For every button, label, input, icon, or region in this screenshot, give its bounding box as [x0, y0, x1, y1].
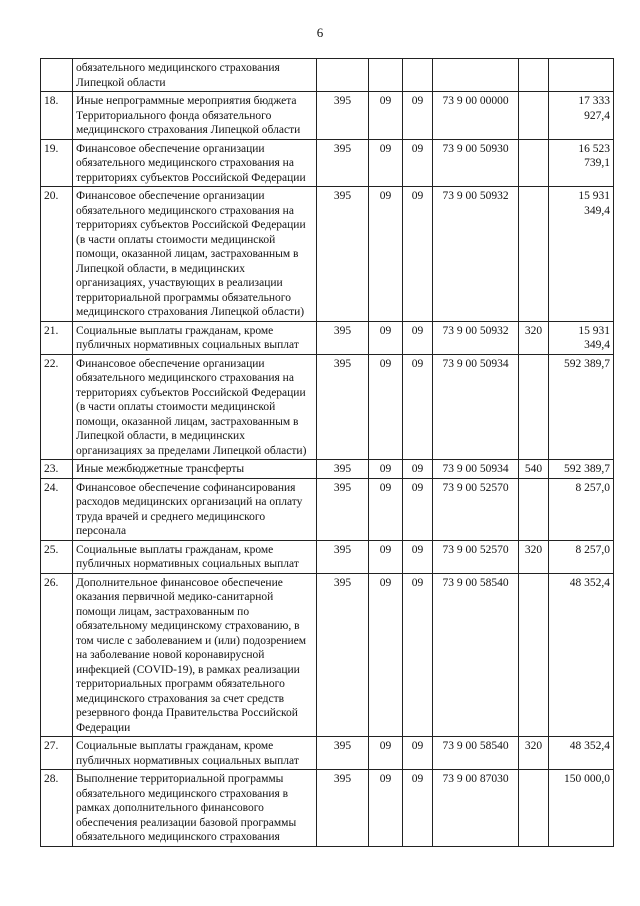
- expense-name-cell: Социальные выплаты гражданам, кроме публичных нормативных социальных выплат: [73, 321, 317, 354]
- subsection-code-cell: 09: [403, 92, 433, 140]
- expense-name-cell: Финансовое обеспечение софинансирования расходов медицинских организаций на оплату труда врачей и среднего медицинского персонала: [73, 478, 317, 540]
- expense-type-code-cell: [519, 139, 549, 187]
- target-article-code-cell: 73 9 00 58540: [433, 737, 519, 770]
- table-row: [41, 770, 614, 847]
- subsection-code-cell: 09: [403, 321, 433, 354]
- table-row: [41, 92, 614, 140]
- subsection-code-cell: 09: [403, 478, 433, 540]
- table-row: [41, 139, 614, 187]
- amount-cell: 15 931 349,4: [549, 321, 614, 354]
- ministry-code-cell: 395: [317, 770, 369, 847]
- section-code-cell: 09: [369, 737, 403, 770]
- expense-name-cell: Выполнение территориальной программы обязательного медицинского страхования в рамках дополнительного финансового обеспечения реализации базовой программы обязательного медицинского страхования: [73, 770, 317, 847]
- expense-name-cell: Социальные выплаты гражданам, кроме публичных нормативных социальных выплат: [73, 737, 317, 770]
- expense-type-code-cell: [519, 354, 549, 460]
- amount-cell: [549, 59, 614, 92]
- section-code-cell: 09: [369, 321, 403, 354]
- row-number-cell: 19.: [41, 139, 73, 187]
- table-row: [41, 478, 614, 540]
- ministry-code-cell: 395: [317, 737, 369, 770]
- row-number-cell: 25.: [41, 540, 73, 573]
- target-article-code-cell: 73 9 00 00000: [433, 92, 519, 140]
- expense-name-cell: Иные межбюджетные трансферты: [73, 460, 317, 479]
- ministry-code-cell: 395: [317, 573, 369, 737]
- table-row: [41, 59, 614, 92]
- section-code-cell: 09: [369, 354, 403, 460]
- target-article-code-cell: [433, 59, 519, 92]
- subsection-code-cell: 09: [403, 770, 433, 847]
- amount-cell: 17 333 927,4: [549, 92, 614, 140]
- target-article-code-cell: 73 9 00 87030: [433, 770, 519, 847]
- target-article-code-cell: 73 9 00 50930: [433, 139, 519, 187]
- ministry-code-cell: 395: [317, 139, 369, 187]
- expense-name-cell: обязательного медицинского страхования Липецкой области: [73, 59, 317, 92]
- expense-name-cell: Финансовое обеспечение организации обязательного медицинского страхования на территориях субъектов Российской Федерации: [73, 139, 317, 187]
- expense-name-cell: Иные непрограммные мероприятия бюджета Территориального фонда обязательного медицинского страхования Липецкой области: [73, 92, 317, 140]
- expense-type-code-cell: [519, 478, 549, 540]
- row-number-cell: 22.: [41, 354, 73, 460]
- row-number-cell: 28.: [41, 770, 73, 847]
- expense-type-code-cell: 540: [519, 460, 549, 479]
- ministry-code-cell: 395: [317, 478, 369, 540]
- row-number-cell: [41, 59, 73, 92]
- row-number-cell: 23.: [41, 460, 73, 479]
- amount-cell: 8 257,0: [549, 478, 614, 540]
- expense-name-cell: Дополнительное финансовое обеспечение оказания первичной медико-санитарной помощи лицам, застрахованным по обязательному медицинскому страхованию, в том числе с заболеванием и (или) подозрением на заболевание новой коронавирусной инфекцией (COVID-19), в рамках реализации территориальных программ обязательного медицинского страхования за счет средств резервного фонда Правительства Российской Федерации: [73, 573, 317, 737]
- ministry-code-cell: 395: [317, 460, 369, 479]
- expense-type-code-cell: 320: [519, 737, 549, 770]
- expense-name-cell: Финансовое обеспечение организации обязательного медицинского страхования на территориях субъектов Российской Федерации (в части оплаты стоимости медицинской помощи, оказанной лицам, застрахованным в Липецкой области, в медицинских организациях за пределами Липецкой области): [73, 354, 317, 460]
- ministry-code-cell: 395: [317, 321, 369, 354]
- expense-type-code-cell: [519, 573, 549, 737]
- section-code-cell: 09: [369, 139, 403, 187]
- table-row: [41, 573, 614, 737]
- section-code-cell: 09: [369, 573, 403, 737]
- amount-cell: 8 257,0: [549, 540, 614, 573]
- expense-type-code-cell: 320: [519, 321, 549, 354]
- ministry-code-cell: 395: [317, 540, 369, 573]
- expense-type-code-cell: 320: [519, 540, 549, 573]
- table-row: [41, 354, 614, 460]
- row-number-cell: 26.: [41, 573, 73, 737]
- row-number-cell: 20.: [41, 187, 73, 322]
- amount-cell: 592 389,7: [549, 460, 614, 479]
- amount-cell: 150 000,0: [549, 770, 614, 847]
- ministry-code-cell: 395: [317, 187, 369, 322]
- subsection-code-cell: 09: [403, 737, 433, 770]
- page-number: 6: [316, 25, 324, 40]
- table-row: [41, 187, 614, 322]
- section-code-cell: 09: [369, 478, 403, 540]
- table-body: [41, 59, 614, 847]
- row-number-cell: 18.: [41, 92, 73, 140]
- target-article-code-cell: 73 9 00 50932: [433, 187, 519, 322]
- amount-cell: 48 352,4: [549, 573, 614, 737]
- target-article-code-cell: 73 9 00 52570: [433, 540, 519, 573]
- expense-type-code-cell: [519, 59, 549, 92]
- amount-cell: 48 352,4: [549, 737, 614, 770]
- ministry-code-cell: 395: [317, 92, 369, 140]
- section-code-cell: 09: [369, 187, 403, 322]
- target-article-code-cell: 73 9 00 50934: [433, 354, 519, 460]
- expense-type-code-cell: [519, 187, 549, 322]
- target-article-code-cell: 73 9 00 58540: [433, 573, 519, 737]
- subsection-code-cell: 09: [403, 460, 433, 479]
- ministry-code-cell: 395: [317, 354, 369, 460]
- row-number-cell: 21.: [41, 321, 73, 354]
- expense-name-cell: Финансовое обеспечение организации обязательного медицинского страхования на территориях субъектов Российской Федерации (в части оплаты стоимости медицинской помощи, оказанной лицам, застрахованным в Липецкой области, в медицинских организациях, участвующих в реализации территориальной программы обязательного медицинского страхования Липецкой области): [73, 187, 317, 322]
- table-row: [41, 540, 614, 573]
- table-row: [41, 460, 614, 479]
- target-article-code-cell: 73 9 00 50932: [433, 321, 519, 354]
- section-code-cell: 09: [369, 770, 403, 847]
- subsection-code-cell: 09: [403, 187, 433, 322]
- amount-cell: 592 389,7: [549, 354, 614, 460]
- expense-type-code-cell: [519, 770, 549, 847]
- ministry-code-cell: [317, 59, 369, 92]
- table-row: [41, 737, 614, 770]
- subsection-code-cell: [403, 59, 433, 92]
- expense-name-cell: Социальные выплаты гражданам, кроме публичных нормативных социальных выплат: [73, 540, 317, 573]
- expense-type-code-cell: [519, 92, 549, 140]
- subsection-code-cell: 09: [403, 540, 433, 573]
- section-code-cell: 09: [369, 540, 403, 573]
- row-number-cell: 24.: [41, 478, 73, 540]
- table-row: [41, 321, 614, 354]
- target-article-code-cell: 73 9 00 50934: [433, 460, 519, 479]
- row-number-cell: 27.: [41, 737, 73, 770]
- section-code-cell: [369, 59, 403, 92]
- section-code-cell: 09: [369, 92, 403, 140]
- subsection-code-cell: 09: [403, 139, 433, 187]
- amount-cell: 15 931 349,4: [549, 187, 614, 322]
- section-code-cell: 09: [369, 460, 403, 479]
- subsection-code-cell: 09: [403, 573, 433, 737]
- subsection-code-cell: 09: [403, 354, 433, 460]
- target-article-code-cell: 73 9 00 52570: [433, 478, 519, 540]
- amount-cell: 16 523 739,1: [549, 139, 614, 187]
- budget-table: [40, 58, 614, 847]
